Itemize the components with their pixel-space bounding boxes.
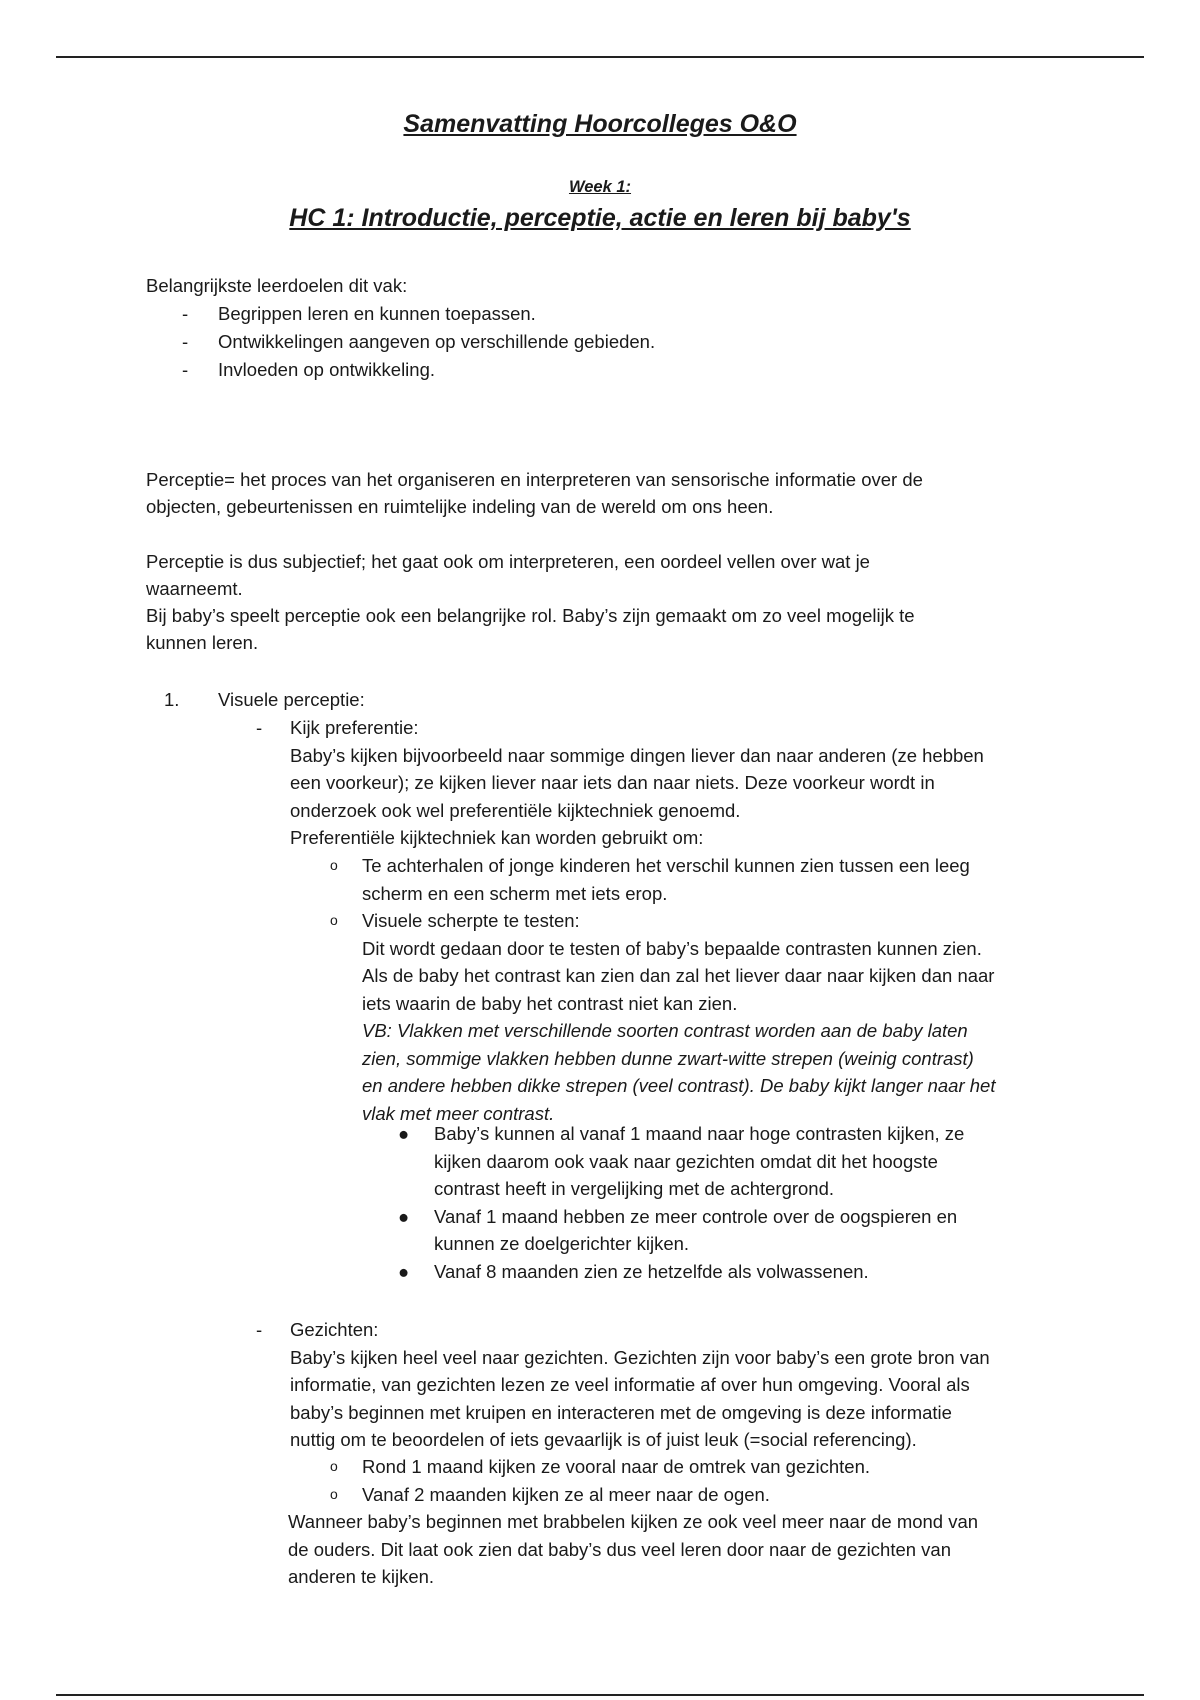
week-heading: Week 1: xyxy=(568,178,632,196)
goals-list xyxy=(146,300,655,384)
list-item: ● Vanaf 1 maand hebben ze meer controle over de oogspieren en kunnen ze doelgerichter kijken. xyxy=(398,1205,958,1254)
faces-list xyxy=(330,1453,1090,1508)
faces-closing-paragraph: Wanneer baby’s beginnen met brabbelen kijken ze ook veel meer naar de mond van de ouders. Dit laat ook zien dat baby’s dus veel leren door naar de gezichten van anderen te kijken. xyxy=(288,1511,979,1587)
gezichten-block: Gezichten: Baby’s kijken heel veel naar gezichten. Gezichten zijn voor baby’s een grote bron van informatie, van gezichten lezen ze veel informatie af over hun omgeving. Vooral als baby’s beginnen met kruipen en interacteren met de omgeving is deze informatie nuttig om te beoordelen of iets gevaarlijk is of juist leuk (=social referencing). xyxy=(290,1316,1080,1454)
top-rule xyxy=(56,56,1144,58)
list-item: o Te achterhalen of jonge kinderen het verschil kunnen zien tussen een leeg scherm en een scherm met iets erop. xyxy=(330,855,970,904)
list-item: o Vanaf 2 maanden kijken ze al meer naar de ogen. xyxy=(330,1483,770,1505)
definition-paragraph: Perceptie= het proces van het organiseren en interpreteren van sensorische informatie over de objecten, gebeurtenissen en ruimtelijke indeling van de wereld om ons heen. xyxy=(146,469,923,517)
list-item: o Visuele scherpte te testen: Dit wordt gedaan door te testen of baby’s bepaalde contrasten kunnen zien. Als de baby het contrast kan zien dan zal het liever daar naar kijken dan naar iets waarin de baby het contrast niet kan zien. VB: Vlakken met verschillende soorten contrast worden aan de baby laten zien, sommige vlakken hebben dunne zwart-witte strepen (weinig contrast) en andere hebben dikke strepen (veel contrast). De baby kijkt langer naar het vlak met meer contrast. xyxy=(330,907,1090,1127)
document-title: Samenvatting Hoorcolleges O&O xyxy=(403,110,797,138)
list-item: o Rond 1 maand kijken ze vooral naar de omtrek van gezichten. xyxy=(330,1456,871,1477)
list-item: - Invloeden op ontwikkeling. xyxy=(182,359,436,380)
list-item: - Ontwikkelingen aangeven op verschillende gebieden. xyxy=(182,331,656,352)
example-text: VB: Vlakken met verschillende soorten contrast worden aan de baby laten zien, sommige vlakken hebben dunne zwart-witte strepen (weinig contrast) en andere hebben dikke strepen (veel contrast). De baby kijkt langer naar het vlak met meer contrast. xyxy=(362,1020,996,1124)
kijk-technique-list xyxy=(330,852,1090,1127)
list-item: ● Vanaf 8 maanden zien ze hetzelfde als volwassenen. xyxy=(398,1260,869,1282)
subjective-paragraph: Perceptie is dus subjectief; het gaat ook om interpreteren, een oordeel vellen over wat je waarneemt. Bij baby’s speelt perceptie ook een belangrijke rol. Baby’s zijn gemaakt om zo veel mogelijk te kunnen leren. xyxy=(146,551,915,653)
contrast-bullet-list xyxy=(398,1120,1058,1285)
section-heading: Visuele perceptie: xyxy=(218,689,365,710)
subheading: Gezichten: xyxy=(290,1319,379,1340)
list-item: - Begrippen leren en kunnen toepassen. xyxy=(182,303,536,324)
kijk-preferentie-block: Kijk preferentie: Baby’s kijken bijvoorbeeld naar sommige dingen liever dan naar anderen (ze hebben een voorkeur); ze kijken liever naar iets dan naar niets. Deze voorkeur wordt in onderzoek ook wel preferentiële kijktechniek genoemd. Preferentiële kijktechniek kan worden gebruikt om: xyxy=(290,714,1080,852)
lecture-title: HC 1: Introductie, perceptie, actie en leren bij baby's xyxy=(289,204,911,232)
goals-intro: Belangrijkste leerdoelen dit vak: xyxy=(146,275,408,296)
list-item: ● Baby’s kunnen al vanaf 1 maand naar hoge contrasten kijken, ze kijken daarom ook vaak naar gezichten omdat dit het hoogste contrast heeft in vergelijking met de achtergrond. xyxy=(398,1123,965,1199)
section-number: 1. xyxy=(164,689,180,710)
bottom-rule xyxy=(56,1694,1144,1696)
subheading: Kijk preferentie: xyxy=(290,717,419,738)
